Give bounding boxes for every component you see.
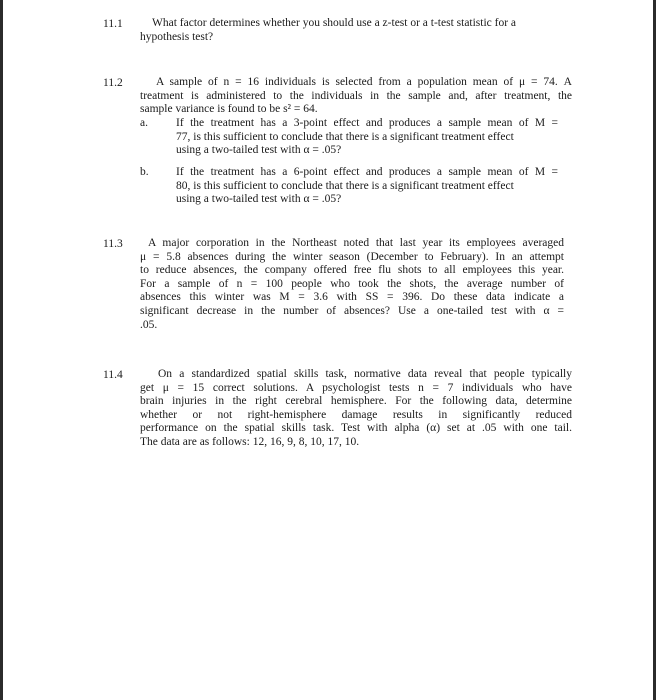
text-line: sample variance is found to be s² = 64. xyxy=(140,103,318,116)
text-line: to reduce absences, the company offered free flu shots to all employees this year. xyxy=(140,264,564,277)
text-line: If the treatment has a 3-point effect and produces a sample mean of M = xyxy=(176,117,558,129)
text-line: On a standardized spatial skills task, normative data reveal that people typically xyxy=(158,368,572,380)
problem-text xyxy=(140,17,565,44)
part-text xyxy=(176,117,558,158)
text-line: get μ = 15 correct solutions. A psychologist tests n = 7 individuals who have xyxy=(140,381,572,394)
problem-number: 11.1 xyxy=(103,18,123,30)
text-line: .05. xyxy=(140,318,158,331)
text-line: treatment is administered to the individuals in the sample and, after treatment, the xyxy=(140,89,572,102)
problem-text xyxy=(140,76,572,117)
problem-number: 11.3 xyxy=(103,238,123,250)
text-line: μ = 5.8 absences during the winter season (December to February). In an attempt xyxy=(140,250,564,263)
text-line: absences this winter was M = 3.6 with SS = 396. Do these data indicate a xyxy=(140,291,564,304)
text-line: 80, is this sufficient to conclude that there is a significant treatment effect xyxy=(176,179,514,192)
text-line: The data are as follows: 12, 16, 9, 8, 10, 17, 10. xyxy=(140,435,360,448)
problem-text xyxy=(140,368,572,450)
text-line: For a sample of n = 100 people who took the shots, the average number of xyxy=(140,277,564,290)
part-label: b. xyxy=(140,166,149,178)
text-line: significant decrease in the number of absences? Use a one-tailed test with α = xyxy=(140,304,564,317)
text-line: What factor determines whether you should use a z-test or a t-test statistic for a xyxy=(152,17,517,29)
text-line: A sample of n = 16 individuals is selected from a population mean of μ = 74. A xyxy=(156,76,572,88)
text-line: using a two-tailed test with α = .05? xyxy=(176,193,342,206)
text-line: performance on the spatial skills task. Test with alpha (α) set at .05 with one tail. xyxy=(140,422,572,435)
problem-number: 11.2 xyxy=(103,77,123,89)
text-line: using a two-tailed test with α = .05? xyxy=(176,144,342,157)
text-line: brain injuries in the right cerebral hemisphere. For the following data, determine xyxy=(140,395,572,408)
problem-number: 11.4 xyxy=(103,369,123,381)
text-line: hypothesis test? xyxy=(140,30,214,43)
part-label: a. xyxy=(140,117,148,129)
text-line: If the treatment has a 6-point effect and produces a sample mean of M = xyxy=(176,166,558,178)
problem-text xyxy=(140,237,564,332)
text-line: whether or not right-hemisphere damage results in significantly reduced xyxy=(140,408,572,421)
part-text xyxy=(176,166,558,207)
text-line: 77, is this sufficient to conclude that there is a significant treatment effect xyxy=(176,130,514,143)
text-line: A major corporation in the Northeast noted that last year its employees averaged xyxy=(148,237,564,249)
